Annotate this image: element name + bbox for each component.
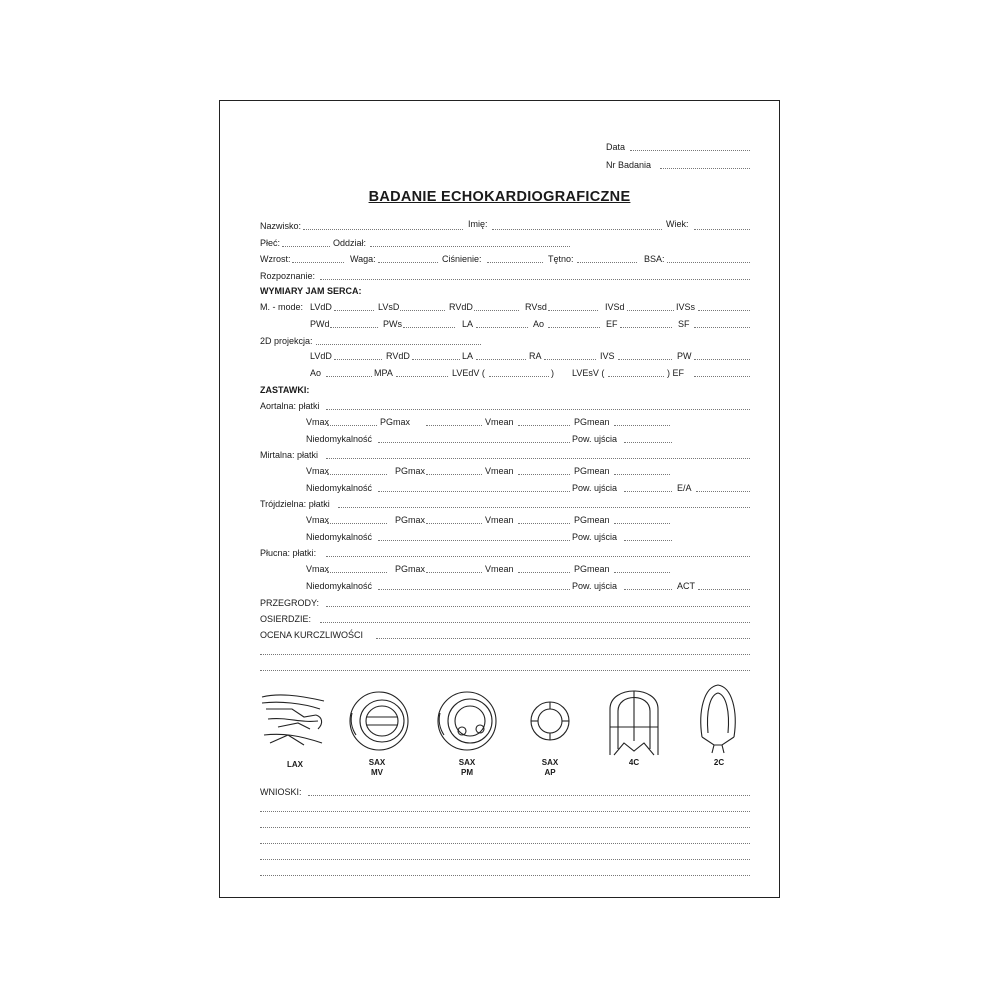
aortic-regurg: Niedomykalność (306, 434, 373, 444)
pulmonary-act: ACT (677, 581, 695, 591)
tricuspid-pgmean-field[interactable] (614, 523, 670, 524)
mmode-rvsd: RVsd (525, 302, 547, 312)
aortic-pgmax: PGmax (380, 417, 411, 427)
surname-label: Nazwisko: (260, 221, 302, 231)
sax-mv-label: SAX MV (368, 758, 386, 777)
aortic-pgmax-field[interactable] (426, 425, 482, 426)
mitral-orifice-field[interactable] (624, 491, 672, 492)
mmode-rvdd: RVdD (449, 302, 473, 312)
aortic-vmax: Vmax (306, 417, 330, 427)
pulmonary-vmean-field[interactable] (518, 572, 570, 573)
pulmonary-pgmax: PGmax (395, 564, 426, 574)
projection-label: 2D projekcja: (260, 336, 313, 346)
pulmonary-label: Płucna: płatki: (260, 548, 317, 558)
pulmonary-pgmean: PGmean (574, 564, 610, 574)
ward-label: Oddział: (333, 238, 367, 248)
proj-pw-field[interactable] (694, 359, 750, 360)
projection-field[interactable] (316, 344, 481, 345)
mitral-vmean: Vmean (485, 466, 514, 476)
conclusions-line-4[interactable] (260, 843, 750, 844)
proj-pw: PW (677, 351, 692, 361)
mmode-pws: PWs (383, 319, 402, 329)
sex-label: Płeć: (260, 238, 281, 248)
exam-number-field[interactable] (660, 168, 750, 169)
tricuspid-label: Trójdzielna: płatki (260, 499, 330, 509)
mmode-pwd: PWd (310, 319, 330, 329)
mmode-ivsd: IVSd (605, 302, 625, 312)
mmode-ivsd-field[interactable] (627, 310, 674, 311)
pressure-field[interactable] (487, 262, 543, 263)
tricuspid-regurg-field[interactable] (378, 540, 570, 541)
mitral-ea-field[interactable] (696, 491, 750, 492)
pericardium-label: OSIERDZIE: (260, 614, 312, 624)
mmode-label: M. - mode: (260, 302, 304, 312)
page-title: BADANIE ECHOKARDIOGRAFICZNE (368, 189, 631, 205)
mmode-ef-field[interactable] (620, 327, 672, 328)
age-field[interactable] (694, 229, 750, 230)
mmode-ao-field[interactable] (548, 327, 600, 328)
proj-lvedv: LVEdV ( (452, 368, 485, 378)
mmode-sf-field[interactable] (694, 327, 750, 328)
pulmonary-regurg: Niedomykalność (306, 581, 373, 591)
conclusions-line-3[interactable] (260, 827, 750, 828)
pulmonary-pgmean-field[interactable] (614, 572, 670, 573)
tricuspid-leaflets-field[interactable] (338, 507, 750, 508)
tricuspid-vmean-field[interactable] (518, 523, 570, 524)
sax-mv-view-diagram (346, 687, 412, 753)
tricuspid-vmax-field[interactable] (327, 523, 387, 524)
pulmonary-vmax: Vmax (306, 564, 330, 574)
tricuspid-regurg: Niedomykalność (306, 532, 373, 542)
contractility-line-3[interactable] (260, 670, 750, 671)
mitral-pgmean-field[interactable] (614, 474, 670, 475)
pericardium-field[interactable] (320, 622, 750, 623)
mmode-ef: EF (606, 319, 618, 329)
proj-lvdd: LVdD (310, 351, 332, 361)
proj-ivs-field[interactable] (618, 359, 672, 360)
mitral-vmax-field[interactable] (327, 474, 387, 475)
conclusions-label: WNIOSKI: (260, 787, 302, 797)
diagnosis-label: Rozpoznanie: (260, 271, 316, 281)
mitral-ea: E/A (677, 483, 692, 493)
lax-view-diagram (258, 689, 328, 751)
pulse-field[interactable] (577, 262, 637, 263)
proj-ivs: IVS (600, 351, 615, 361)
aortic-vmax-field[interactable] (327, 425, 377, 426)
proj-la: LA (462, 351, 474, 361)
mitral-regurg-field[interactable] (378, 491, 570, 492)
mmode-lvdd: LVdD (310, 302, 332, 312)
conclusions-line-5[interactable] (260, 859, 750, 860)
proj-rvdd-field[interactable] (412, 359, 460, 360)
height-label: Wzrost: (260, 254, 291, 264)
mitral-vmean-field[interactable] (518, 474, 570, 475)
tricuspid-pgmax-field[interactable] (426, 523, 482, 524)
mmode-pws-field[interactable] (403, 327, 455, 328)
2c-label: 2C (713, 758, 725, 767)
pulmonary-vmean: Vmean (485, 564, 514, 574)
sax-ap-view-diagram (528, 699, 572, 743)
proj-ra: RA (529, 351, 542, 361)
pulmonary-leaflets-field[interactable] (326, 556, 750, 557)
proj-ef-field[interactable] (694, 376, 750, 377)
mmode-ao: Ao (533, 319, 545, 329)
bsa-field[interactable] (667, 262, 750, 263)
proj-lvdd-field[interactable] (334, 359, 382, 360)
first-name-field[interactable] (492, 229, 662, 230)
tricuspid-pgmean: PGmean (574, 515, 610, 525)
height-field[interactable] (292, 262, 344, 263)
mitral-pgmax-field[interactable] (426, 474, 482, 475)
aortic-leaflets-field[interactable] (326, 409, 750, 410)
contractility-field[interactable] (376, 638, 750, 639)
septa-label: PRZEGRODY: (260, 598, 320, 608)
date-label: Data (606, 142, 626, 152)
mmode-la-field[interactable] (476, 327, 528, 328)
proj-ra-field[interactable] (544, 359, 596, 360)
conclusions-line-2[interactable] (260, 811, 750, 812)
aortic-orifice-field[interactable] (624, 442, 672, 443)
ward-field[interactable] (370, 246, 570, 247)
bsa-label: BSA: (644, 254, 665, 264)
4c-view-diagram (604, 679, 664, 757)
pulmonary-orifice-field[interactable] (624, 589, 672, 590)
proj-ao: Ao (310, 368, 322, 378)
echo-form-page (219, 100, 780, 898)
tricuspid-pgmax: PGmax (395, 515, 426, 525)
tricuspid-orifice: Pow. ujścia (572, 532, 618, 542)
pulmonary-act-field[interactable] (698, 589, 750, 590)
mitral-orifice: Pow. ujścia (572, 483, 618, 493)
mmode-lvsd-field[interactable] (400, 310, 445, 311)
conclusions-line-6[interactable] (260, 875, 750, 876)
proj-mpa: MPA (374, 368, 393, 378)
mmode-pwd-field[interactable] (330, 327, 378, 328)
date-field[interactable] (630, 150, 750, 151)
sax-ap-label: SAX AP (541, 758, 559, 777)
proj-lvedv-close: ) (551, 368, 554, 378)
sax-pm-view-diagram (434, 687, 500, 753)
tricuspid-vmax: Vmax (306, 515, 330, 525)
lax-label: LAX (287, 760, 303, 769)
pulmonary-vmax-field[interactable] (327, 572, 387, 573)
pulmonary-pgmax-field[interactable] (426, 572, 482, 573)
age-label: Wiek: (666, 219, 689, 229)
tricuspid-orifice-field[interactable] (624, 540, 672, 541)
septa-field[interactable] (326, 606, 750, 607)
proj-ao-field[interactable] (326, 376, 372, 377)
aortic-pgmean-field[interactable] (614, 425, 670, 426)
aortic-label: Aortalna: płatki (260, 401, 320, 411)
diagnosis-field[interactable] (320, 279, 750, 280)
mmode-rvdd-field[interactable] (474, 310, 519, 311)
mmode-ivss-field[interactable] (698, 310, 750, 311)
mitral-pgmax: PGmax (395, 466, 426, 476)
pulse-label: Tętno: (548, 254, 574, 264)
mmode-rvsd-field[interactable] (548, 310, 598, 311)
mitral-regurg: Niedomykalność (306, 483, 373, 493)
surname-field[interactable] (303, 229, 463, 230)
first-name-label: Imię: (468, 219, 488, 229)
tricuspid-vmean: Vmean (485, 515, 514, 525)
mitral-pgmean: PGmean (574, 466, 610, 476)
mmode-ivss: IVSs (676, 302, 696, 312)
exam-number-label: Nr Badania (606, 160, 652, 170)
mmode-lvdd-field[interactable] (334, 310, 374, 311)
mitral-label: Mirtalna: płatki (260, 450, 319, 460)
conclusions-line-1[interactable] (308, 795, 750, 796)
proj-mpa-field[interactable] (396, 376, 448, 377)
proj-lvesv: LVEsV ( (572, 368, 605, 378)
contractility-line-2[interactable] (260, 654, 750, 655)
pulmonary-regurg-field[interactable] (378, 589, 570, 590)
mitral-leaflets-field[interactable] (326, 458, 750, 459)
aortic-vmean-field[interactable] (518, 425, 570, 426)
pressure-label: Ciśnienie: (442, 254, 482, 264)
proj-la-field[interactable] (476, 359, 526, 360)
mmode-lvsd: LVsD (378, 302, 400, 312)
pulmonary-orifice: Pow. ujścia (572, 581, 618, 591)
dimensions-heading: WYMIARY JAM SERCA: (260, 286, 362, 296)
weight-label: Waga: (350, 254, 376, 264)
aortic-vmean: Vmean (485, 417, 514, 427)
proj-lvedv-field[interactable] (489, 376, 549, 377)
aortic-regurg-field[interactable] (378, 442, 570, 443)
sax-pm-label: SAX PM (458, 758, 476, 777)
proj-lvesv-field[interactable] (608, 376, 664, 377)
2c-view-diagram (696, 681, 740, 755)
valves-heading: ZASTAWKI: (260, 385, 310, 395)
mmode-la: LA (462, 319, 474, 329)
aortic-pgmean: PGmean (574, 417, 610, 427)
mitral-vmax: Vmax (306, 466, 330, 476)
contractility-label: OCENA KURCZLIWOŚCI (260, 630, 364, 640)
aortic-orifice: Pow. ujścia (572, 434, 618, 444)
proj-ef: ) EF (667, 368, 684, 378)
proj-rvdd: RVdD (386, 351, 410, 361)
weight-field[interactable] (378, 262, 438, 263)
mmode-sf: SF (678, 319, 690, 329)
4c-label: 4C (628, 758, 640, 767)
sex-field[interactable] (282, 246, 330, 247)
